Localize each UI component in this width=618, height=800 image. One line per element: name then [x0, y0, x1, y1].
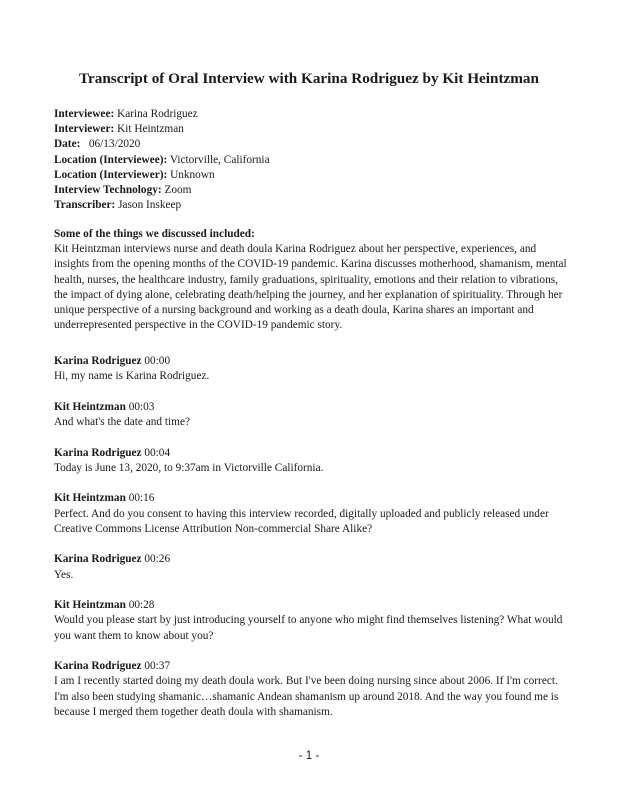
meta-value: Victorville, California [169, 153, 270, 166]
meta-value: Zoom [164, 184, 192, 197]
meta-value: 06/13/2020 [83, 138, 141, 151]
transcript-entry [54, 446, 574, 476]
transcript-entry [54, 659, 574, 720]
meta-label: Date: [54, 138, 81, 151]
utterance: Perfect. And do you consent to having this interview recorded, digitally uploaded and publicly released under Creative Commons License Attribution Non-commercial Share Alike? [54, 507, 549, 535]
meta-value: Kit Heintzman [117, 123, 184, 136]
transcript-entry [54, 552, 574, 582]
meta-label: Transcriber: [54, 199, 116, 212]
document-title: Transcript of Oral Interview with Karina Rodriguez by Kit Heintzman [79, 70, 539, 87]
meta-value: Unknown [170, 168, 215, 181]
timestamp: 00:16 [128, 492, 155, 505]
utterance: Yes. [54, 568, 74, 581]
timestamp: 00:00 [144, 355, 171, 367]
transcript-entry [54, 598, 574, 644]
meta-technology [54, 183, 270, 198]
meta-label: Interviewer: [54, 123, 115, 136]
utterance: I am I recently started doing my death doula work. But I've been doing nursing since about 2006. If I'm correct. I'm also been studying shamanic…shamanic Andean shamanism up around 2018. And the way you found me is because I merged them together death doula with shamanism. [54, 675, 559, 718]
meta-interviewee [54, 107, 270, 122]
meta-date [54, 137, 270, 152]
utterance: And what's the date and time? [54, 416, 190, 428]
meta-label: Interviewee: [54, 108, 115, 120]
timestamp: 00:37 [144, 660, 171, 673]
transcript-entry [54, 354, 574, 384]
meta-transcriber [54, 198, 270, 213]
meta-label: Interview Technology: [54, 184, 162, 197]
speaker-name: Kit Heintzman [54, 599, 126, 612]
timestamp: 00:03 [128, 400, 155, 413]
summary-heading: Some of the things we discussed included: [54, 228, 255, 240]
meta-label: Location (Interviewee): [54, 153, 168, 166]
meta-location-interviewee [54, 153, 270, 168]
meta-interviewer [54, 122, 270, 137]
page-number: - 1 - [298, 750, 320, 762]
transcript [54, 354, 574, 735]
timestamp: 00:28 [128, 599, 155, 612]
meta-value: Karina Rodriguez [117, 108, 198, 120]
meta-label: Location (Interviewer): [54, 168, 168, 181]
timestamp: 00:26 [144, 553, 171, 566]
speaker-name: Karina Rodriguez [54, 355, 142, 367]
speaker-name: Karina Rodriguez [54, 446, 142, 459]
timestamp: 00:04 [144, 446, 171, 459]
transcript-entry [54, 400, 574, 430]
summary-section [54, 227, 574, 333]
meta-value: Jason Inskeep [118, 199, 182, 212]
speaker-name: Kit Heintzman [54, 400, 126, 413]
speaker-name: Kit Heintzman [54, 492, 126, 505]
utterance: Today is June 13, 2020, to 9:37am in Victorville California. [54, 461, 324, 474]
meta-location-interviewer [54, 168, 270, 183]
interview-metadata [54, 107, 270, 213]
summary-body: Kit Heintzman interviews nurse and death doula Karina Rodriguez about her perspective, experiences, and insights from the opening months of the COVID-19 pandemic. Karina discusses motherhood, shamanism, mental health, nurses, the healthcare industry, family graduations, spirituality, emotions and their relation to vibrations, the impact of dying alone, celebrating death/helping the journey, and her explanation of spirituality. Through her unique perspective of a nursing background and working as a death doula, Karina shares an important and underrepresented perspective in the COVID-19 pandemic story. [54, 243, 567, 332]
transcript-entry [54, 491, 574, 537]
utterance: Hi, my name is Karina Rodriguez. [54, 370, 210, 383]
speaker-name: Karina Rodriguez [54, 660, 142, 673]
utterance: Would you please start by just introducing yourself to anyone who might find themselves listening? What would you want them to know about you? [54, 614, 563, 642]
speaker-name: Karina Rodriguez [54, 553, 142, 566]
